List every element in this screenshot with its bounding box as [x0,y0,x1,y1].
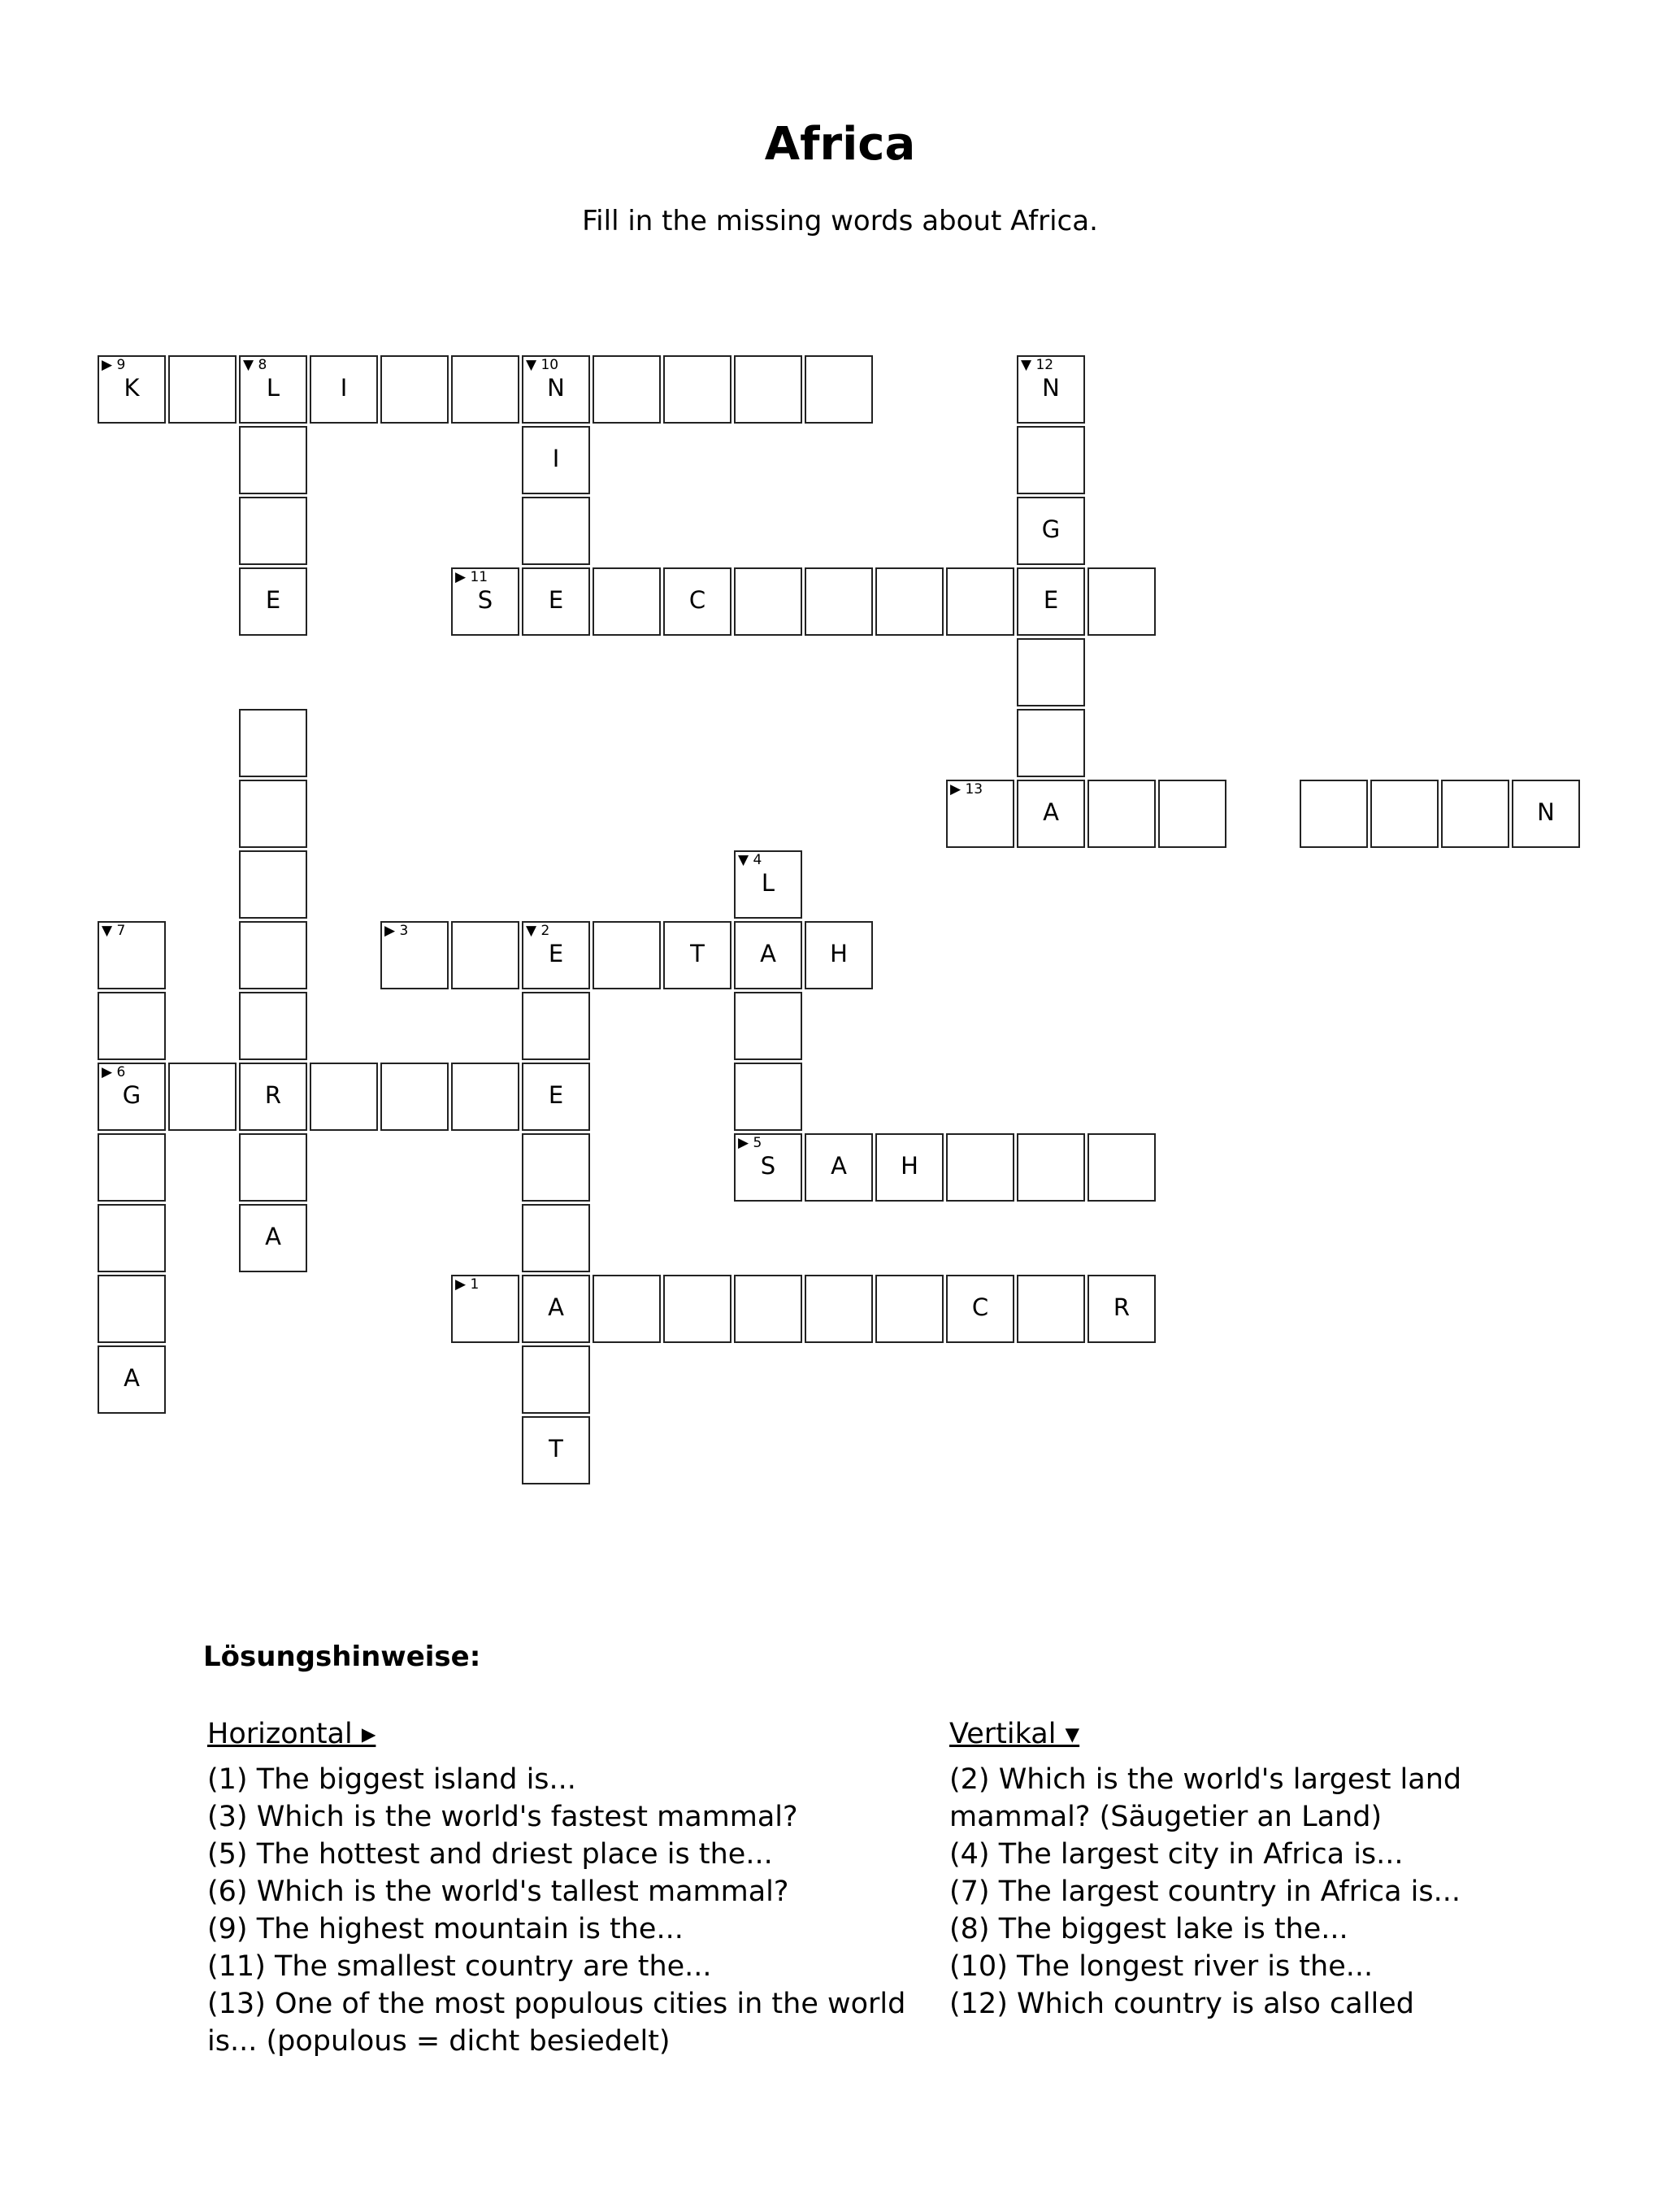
clue-across-13: (13) One of the most populous cities in the world is... (populous = dicht besiedelt) [207,1988,906,2058]
crossword-cell[interactable] [380,1063,449,1131]
crossword-cell[interactable] [168,355,237,424]
crossword-cell[interactable] [1512,780,1580,848]
crossword-cell[interactable] [946,780,1014,848]
crossword-cell[interactable] [1087,780,1156,848]
crossword-cell[interactable] [522,426,590,494]
crossword-cell[interactable] [1017,1275,1085,1343]
crossword-cell[interactable] [1017,355,1085,424]
crossword-cell[interactable] [451,355,519,424]
crossword-cell[interactable] [522,1275,590,1343]
crossword-cell[interactable] [239,921,307,989]
crossword-cell[interactable] [593,567,661,636]
clue-down-2: (2) Which is the world's largest land mammal? (Säugetier an Land) [949,1763,1462,1833]
cell-letter: I [552,445,560,472]
crossword-cell[interactable] [1441,780,1509,848]
crossword-cell[interactable] [593,921,661,989]
crossword-cell[interactable] [593,1275,661,1343]
crossword-cell[interactable] [239,1204,307,1272]
cell-letter: E [548,586,564,614]
clue-number: ▶ 13 [950,781,983,798]
crossword-cell[interactable] [946,567,1014,636]
crossword-cell[interactable] [98,1063,166,1131]
horizontal-clues [207,1715,906,2060]
crossword-cell[interactable] [663,1275,731,1343]
crossword-cell[interactable] [168,1063,237,1131]
crossword-cell[interactable] [663,355,731,424]
clue-number: ▼ 4 [738,852,762,868]
crossword-cell[interactable] [239,850,307,919]
cell-letter: A [760,940,776,967]
cell-letter: H [901,1152,918,1180]
crossword-cell[interactable] [522,1133,590,1202]
crossword-cell[interactable] [734,921,802,989]
cell-letter: R [1113,1293,1131,1321]
crossword-cell[interactable] [522,1416,590,1484]
crossword-cell[interactable] [451,1063,519,1131]
vertical-clues [949,1715,1518,2023]
cell-letter: T [549,1435,563,1463]
crossword-cell[interactable] [98,921,166,989]
cell-letter: N [1537,798,1555,826]
crossword-cell[interactable] [98,1275,166,1343]
cell-letter: N [1042,374,1060,402]
crossword-cell[interactable] [239,780,307,848]
clue-down-7: (7) The largest country in Africa is... [949,1876,1461,1908]
crossword-cell[interactable] [805,567,873,636]
crossword-cell[interactable] [1017,709,1085,777]
crossword-cell[interactable] [734,992,802,1060]
crossword-cell[interactable] [1087,1133,1156,1202]
cell-letter: H [830,940,848,967]
crossword-cell[interactable] [451,567,519,636]
crossword-cell[interactable] [451,921,519,989]
crossword-cell[interactable] [239,992,307,1060]
clue-across-3: (3) Which is the world's fastest mammal? [207,1801,798,1833]
crossword-cell[interactable] [522,1345,590,1414]
clue-across-11: (11) The smallest country are the... [207,1950,712,1983]
crossword-cell[interactable] [1087,567,1156,636]
cell-letter: C [971,1293,989,1321]
cell-letter: L [761,869,775,897]
clue-across-1: (1) The biggest island is... [207,1763,576,1796]
crossword-cell[interactable] [946,1133,1014,1202]
clue-down-8: (8) The biggest lake is the... [949,1913,1348,1945]
crossword-cell[interactable] [451,1275,519,1343]
clue-number: ▶ 5 [738,1135,762,1151]
cell-letter: A [831,1152,847,1180]
crossword-cell[interactable] [522,1063,590,1131]
page-title: Africa [764,118,916,171]
crossword-cell[interactable] [98,992,166,1060]
cell-letter: E [548,1081,564,1109]
crossword-cell[interactable] [98,1345,166,1414]
crossword-cell[interactable] [522,355,590,424]
clue-across-5: (5) The hottest and driest place is the... [207,1838,773,1871]
crossword-cell[interactable] [239,355,307,424]
crossword-cell[interactable] [239,497,307,565]
crossword-cell[interactable] [1017,1133,1085,1202]
crossword-cell[interactable] [1017,780,1085,848]
crossword-cell[interactable] [239,1133,307,1202]
cell-letter: G [1041,515,1061,543]
clue-across-6: (6) Which is the world's tallest mammal? [207,1876,789,1908]
vertical-heading: Vertikal ▾ [949,1718,1080,1750]
clue-across-9: (9) The highest mountain is the... [207,1913,684,1945]
crossword-cell[interactable] [875,1133,944,1202]
crossword-cell[interactable] [805,1133,873,1202]
crossword-cell[interactable] [1300,780,1368,848]
crossword-cell[interactable] [380,921,449,989]
crossword-cell[interactable] [734,1275,802,1343]
clue-number: ▶ 3 [384,923,409,939]
clue-number: ▶ 9 [102,357,126,373]
crossword-cell[interactable] [98,355,166,424]
crossword-cell[interactable] [1017,567,1085,636]
cell-letter: G [122,1081,141,1109]
crossword-cell[interactable] [98,1204,166,1272]
crossword-cell[interactable] [1017,638,1085,706]
cell-letter: T [690,940,705,967]
cell-letter: I [340,374,348,402]
clue-down-4: (4) The largest city in Africa is... [949,1838,1404,1871]
crossword-cell[interactable] [1017,426,1085,494]
crossword-cell[interactable] [734,850,802,919]
cell-letter: A [124,1364,140,1392]
clue-number: ▼ 8 [243,357,267,373]
clue-number: ▼ 12 [1021,357,1054,373]
crossword-cell[interactable] [239,709,307,777]
crossword-cell[interactable] [875,1275,944,1343]
clue-number: ▼ 7 [102,923,126,939]
crossword-cell[interactable] [239,1063,307,1131]
crossword-cell[interactable] [946,1275,1014,1343]
cell-letter: C [688,586,706,614]
clue-number: ▼ 10 [526,357,559,373]
cell-letter: R [264,1081,282,1109]
crossword-cell[interactable] [875,567,944,636]
crossword-cell[interactable] [734,1133,802,1202]
cell-letter: A [265,1223,281,1250]
cell-letter: S [760,1152,776,1180]
crossword-cell[interactable] [522,497,590,565]
hints-title: Lösungshinweise: [203,1641,481,1673]
crossword-cell[interactable] [805,921,873,989]
crossword-cell[interactable] [522,1204,590,1272]
crossword-cell[interactable] [310,1063,378,1131]
crossword-cell[interactable] [239,567,307,636]
crossword-cell[interactable] [522,992,590,1060]
crossword-cell[interactable] [1158,780,1226,848]
cell-letter: A [548,1293,564,1321]
clue-number: ▶ 1 [455,1276,480,1293]
clue-down-12: (12) Which country is also called [949,1988,1414,2020]
crossword-cell[interactable] [98,1133,166,1202]
crossword-cell[interactable] [805,1275,873,1343]
clue-down-10: (10) The longest river is the... [949,1950,1374,1983]
cell-letter: E [265,586,281,614]
cell-letter: N [547,374,565,402]
crossword-cell[interactable] [1017,497,1085,565]
clue-number: ▶ 6 [102,1064,126,1080]
crossword-cell[interactable] [734,567,802,636]
cell-letter: S [477,586,493,614]
crossword-cell[interactable] [380,355,449,424]
clue-number: ▼ 2 [526,923,550,939]
crossword-cell[interactable] [1087,1275,1156,1343]
crossword-cell[interactable] [663,921,731,989]
crossword-cell[interactable] [663,567,731,636]
crossword-cell[interactable] [1370,780,1439,848]
crossword-cell[interactable] [805,355,873,424]
cell-letter: K [124,374,140,402]
horizontal-heading: Horizontal ▸ [207,1718,376,1750]
crossword-cell[interactable] [522,921,590,989]
cell-letter: E [548,940,564,967]
crossword-cell[interactable] [593,355,661,424]
page-subtitle: Fill in the missing words about Africa. [582,205,1098,237]
cell-letter: L [266,374,280,402]
clue-number: ▶ 11 [455,569,488,585]
crossword-cell[interactable] [239,426,307,494]
crossword-cell[interactable] [522,567,590,636]
crossword-cell[interactable] [310,355,378,424]
crossword-cell[interactable] [734,1063,802,1131]
crossword-cell[interactable] [734,355,802,424]
cell-letter: E [1043,586,1059,614]
cell-letter: A [1043,798,1059,826]
